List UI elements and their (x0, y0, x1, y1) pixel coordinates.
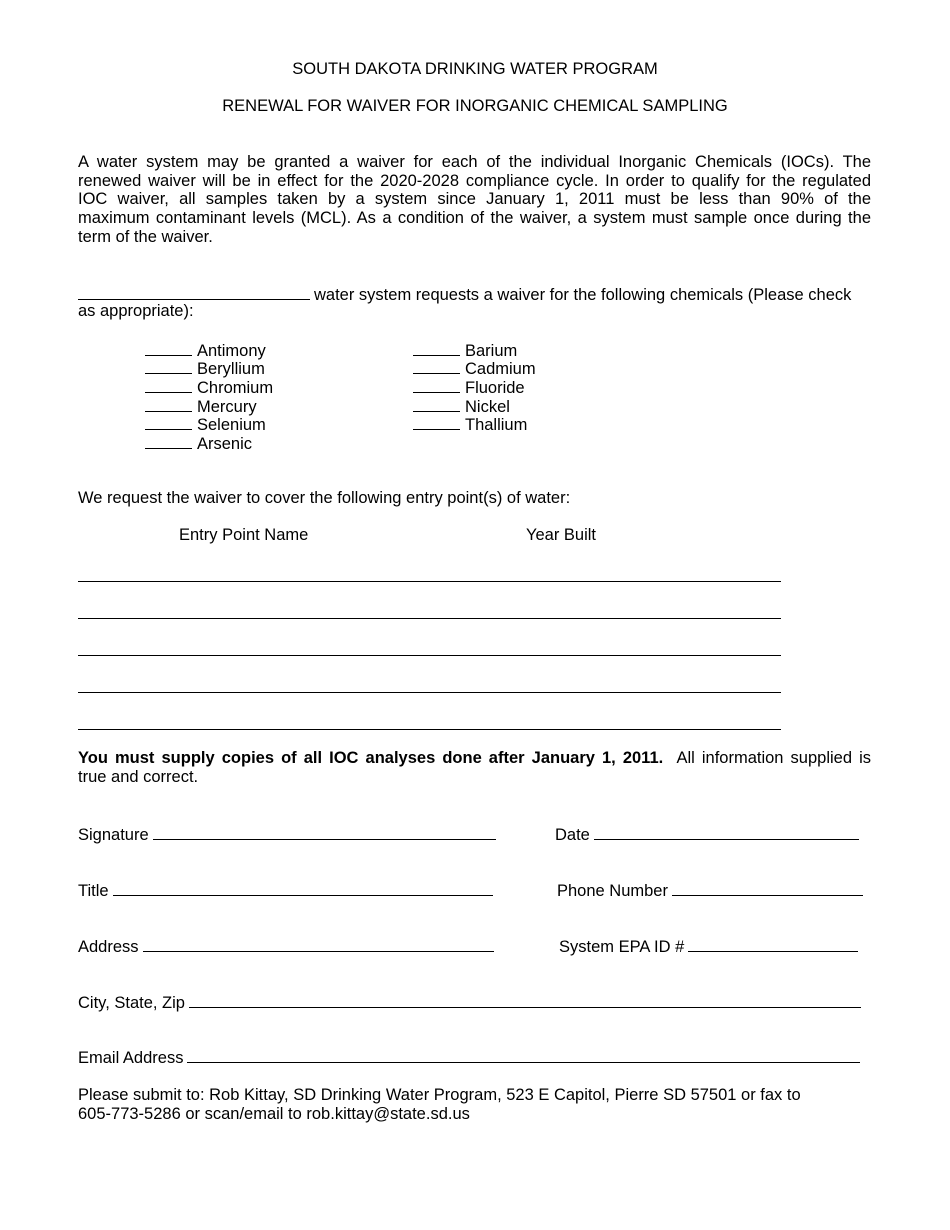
chemical-check-blank[interactable] (145, 358, 192, 374)
signature-field (78, 824, 496, 843)
title-label: Title (78, 882, 109, 900)
chemical-check-blank[interactable] (413, 358, 460, 374)
chemical-item (145, 433, 252, 452)
city-state-zip-field (78, 992, 861, 1011)
form-title: RENEWAL FOR WAIVER FOR INORGANIC CHEMICAL SAMPLING (222, 97, 728, 115)
epa-id-blank[interactable] (688, 936, 858, 952)
submission-line: 605-773-5286 or scan/email to rob.kittay@state.sd.us (78, 1105, 470, 1123)
request-text: water system requests a waiver for the following chemicals (Please check (314, 286, 852, 304)
chemical-item (145, 358, 265, 377)
chemical-label: Chromium (197, 379, 274, 397)
chemical-item (145, 340, 266, 359)
chemical-item (413, 396, 510, 415)
chemical-check-blank[interactable] (413, 377, 460, 393)
phone-blank[interactable] (672, 880, 863, 896)
intro-line: renewed waiver will be in effect for the 2020-2028 compliance cycle. In order to qualify for the regulated (78, 172, 871, 190)
city-state-zip-label: City, State, Zip (78, 994, 185, 1012)
city-state-zip-blank[interactable] (189, 992, 861, 1008)
chemical-check-blank[interactable] (145, 414, 192, 430)
chemical-label: Beryllium (197, 360, 265, 378)
chemical-check-blank[interactable] (413, 340, 460, 356)
intro-line: IOC waiver, all samples taken by a system since January 1, 2011 must be less than 90% of the (78, 190, 871, 208)
chemical-label: Selenium (197, 416, 266, 434)
email-label: Email Address (78, 1049, 184, 1067)
chemical-item (145, 377, 273, 396)
year-built-header: Year Built (526, 526, 597, 544)
chemical-label: Barium (465, 342, 518, 360)
intro-line: maximum contaminant levels (MCL). As a condition of the waiver, a system must sample once during the (78, 209, 871, 227)
date-field (555, 824, 859, 843)
entry-point-name-header: Entry Point Name (179, 526, 309, 544)
chemical-item (413, 340, 517, 359)
chemical-label: Thallium (465, 416, 528, 434)
entry-point-line[interactable] (78, 581, 781, 582)
address-field (78, 936, 494, 955)
chemical-check-blank[interactable] (145, 396, 192, 412)
intro-line: term of the waiver. (78, 228, 213, 246)
chemical-item (413, 358, 536, 377)
entry-point-line[interactable] (78, 655, 781, 656)
epa-id-field (559, 936, 858, 955)
water-system-name-blank[interactable] (78, 284, 310, 300)
chemical-label: Antimony (197, 342, 266, 360)
chemical-label: Fluoride (465, 379, 525, 397)
certification-text: true and correct. (78, 768, 199, 786)
email-blank[interactable] (187, 1047, 860, 1063)
chemical-check-blank[interactable] (145, 377, 192, 393)
program-heading: SOUTH DAKOTA DRINKING WATER PROGRAM (292, 60, 658, 78)
title-blank[interactable] (113, 880, 493, 896)
signature-label: Signature (78, 826, 149, 844)
entry-point-line[interactable] (78, 729, 781, 730)
date-blank[interactable] (594, 824, 859, 840)
chemical-item (145, 414, 266, 433)
certification-text: All information supplied is (676, 749, 871, 767)
chemical-item (145, 396, 257, 415)
signature-blank[interactable] (153, 824, 496, 840)
submission-line: Please submit to: Rob Kittay, SD Drinking Water Program, 523 E Capitol, Pierre SD 57501 or fax to (78, 1086, 801, 1104)
epa-id-label: System EPA ID # (559, 938, 685, 956)
certification-bold: You must supply copies of all IOC analyses done after January 1, 2011. (78, 749, 664, 767)
intro-line: A water system may be granted a waiver for each of the individual Inorganic Chemicals (IOCs). The (78, 153, 871, 171)
chemical-label: Mercury (197, 398, 257, 416)
entry-points-intro: We request the waiver to cover the following entry point(s) of water: (78, 489, 571, 507)
certification-line (78, 749, 871, 768)
address-label: Address (78, 938, 139, 956)
chemical-check-blank[interactable] (145, 433, 192, 449)
chemical-check-blank[interactable] (145, 340, 192, 356)
chemical-label: Arsenic (197, 435, 253, 453)
chemical-item (413, 414, 527, 433)
chemical-check-blank[interactable] (413, 414, 460, 430)
entry-point-line[interactable] (78, 692, 781, 693)
title-field (78, 880, 493, 899)
address-blank[interactable] (143, 936, 494, 952)
phone-field (557, 880, 863, 899)
email-field (78, 1047, 860, 1066)
date-label: Date (555, 826, 590, 844)
request-text: as appropriate): (78, 302, 194, 320)
chemical-item (413, 377, 525, 396)
chemical-check-blank[interactable] (413, 396, 460, 412)
chemical-label: Nickel (465, 398, 510, 416)
chemical-label: Cadmium (465, 360, 536, 378)
entry-point-line[interactable] (78, 618, 781, 619)
phone-label: Phone Number (557, 882, 668, 900)
